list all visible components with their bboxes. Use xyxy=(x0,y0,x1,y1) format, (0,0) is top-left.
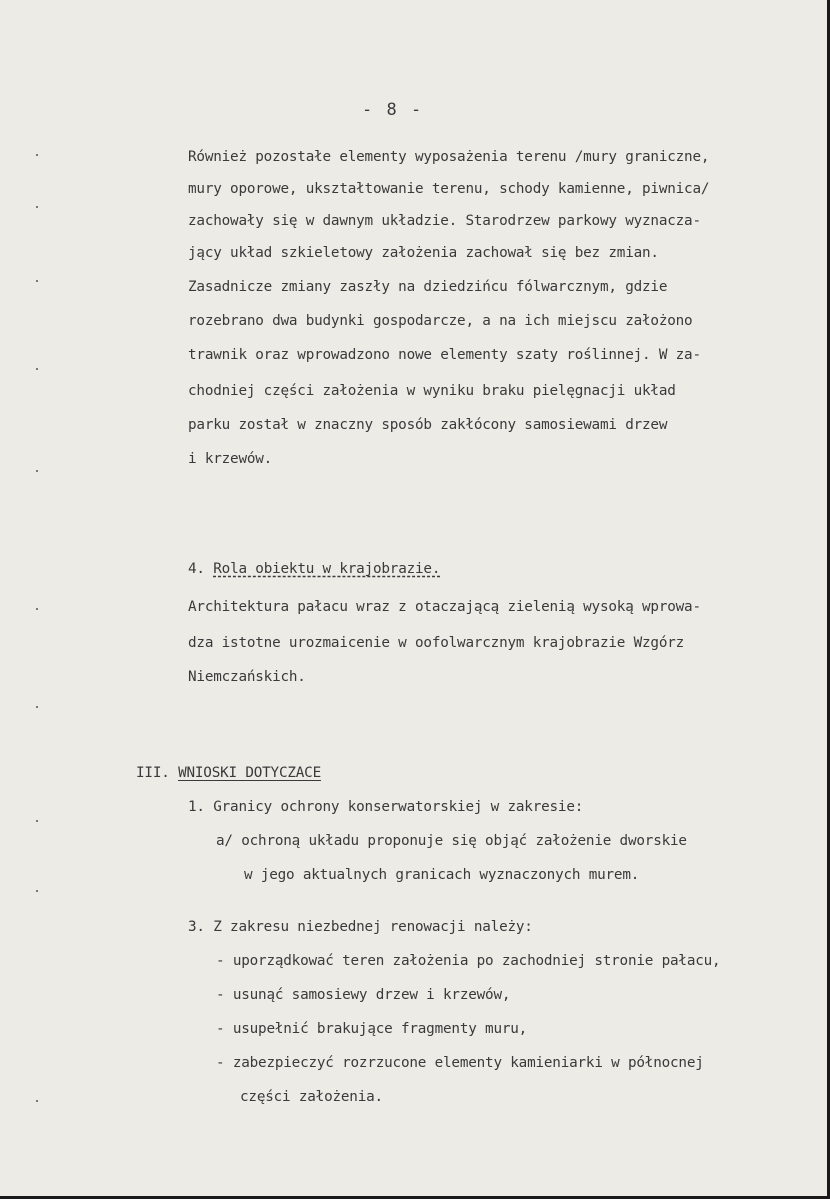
paragraph-line: Również pozostałe elementy wyposażenia terenu /mury graniczne, xyxy=(188,149,710,165)
item-3-bullet: - uporządkować teren założenia po zachodniej stronie pałacu, xyxy=(216,953,721,969)
scan-speck xyxy=(36,820,38,822)
paragraph-line: Zasadnicze zmiany zaszły na dziedzińcu fólwarcznym, gdzie xyxy=(188,279,668,295)
section-4-line: Niemczańskich. xyxy=(188,669,306,685)
paragraph-line: trawnik oraz wprowadzono nowe elementy szaty roślinnej. W za- xyxy=(188,347,701,363)
scan-speck xyxy=(36,280,38,282)
item-3-bullet: - usunąć samosiewy drzew i krzewów, xyxy=(216,987,511,1003)
item-1-sub-a: a/ ochroną układu proponuje się objąć założenie dworskie xyxy=(216,833,687,849)
section-4-title: Rola obiektu w krajobrazie. xyxy=(213,561,441,577)
paragraph-line: chodniej części założenia w wyniku braku pielęgnacji układ xyxy=(188,383,676,399)
item-3-bullet: - usupełnić brakujące fragmenty muru, xyxy=(216,1021,528,1037)
section-4-heading xyxy=(188,560,440,578)
section-iii-title: WNIOSKI DOTYCZACE xyxy=(178,765,321,781)
item-3-bullet: - zabezpieczyć rozrzucone elementy kamieniarki w północnej xyxy=(216,1055,704,1071)
section-4-line: dza istotne urozmaicenie w oofolwarcznym krajobrazie Wzgórz xyxy=(188,635,685,651)
scan-speck xyxy=(36,608,38,610)
item-1: 1. Granicy ochrony konserwatorskiej w zakresie: xyxy=(188,799,584,815)
section-4-line: Architektura pałacu wraz z otaczającą zielenią wysoką wprowa- xyxy=(188,599,701,615)
item-3: 3. Z zakresu niezbednej renowacji należy: xyxy=(188,919,533,935)
scan-speck xyxy=(36,890,38,892)
scan-speck xyxy=(36,706,38,708)
paragraph-line: mury oporowe, ukształtowanie terenu, schody kamienne, piwnica/ xyxy=(188,181,710,197)
paragraph-line: parku został w znaczny sposób zakłócony samosiewami drzew xyxy=(188,417,668,433)
scan-speck xyxy=(36,368,38,370)
item-3-bullet-cont: części założenia. xyxy=(240,1089,383,1105)
paragraph-line: jący układ szkieletowy założenia zachował się bez zmian. xyxy=(188,245,659,261)
scan-speck xyxy=(36,470,38,472)
paragraph-line: rozebrano dwa budynki gospodarcze, a na ich miejscu założono xyxy=(188,313,693,329)
scan-speck xyxy=(36,206,38,208)
page-number: - 8 - xyxy=(362,100,424,120)
paragraph-line: zachowały się w dawnym układzie. Starodrzew parkowy wyznacza- xyxy=(188,213,701,229)
section-iii-number: III. xyxy=(136,765,170,781)
item-1-sub-a-cont: w jego aktualnych granicach wyznaczonych murem. xyxy=(244,867,640,883)
scan-speck xyxy=(36,154,38,156)
scan-speck xyxy=(36,1100,38,1102)
section-4-number: 4. xyxy=(188,561,205,577)
paragraph-line: i krzewów. xyxy=(188,451,273,467)
section-iii-heading xyxy=(136,764,321,782)
